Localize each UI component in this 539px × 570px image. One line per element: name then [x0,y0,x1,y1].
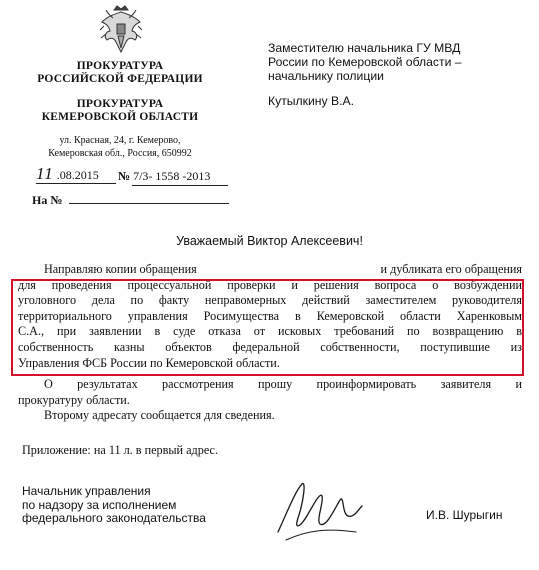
p1-line1-left: Направляю копии обращения [44,262,197,276]
attachment-note: Приложение: на 11 л. в первый адрес. [22,443,218,457]
signatory-title-line3: федерального законодательства [22,511,206,525]
reference-blank [69,193,229,204]
greeting: Уважаемый Виктор Алексеевич! [176,234,363,248]
highlight-box [11,279,524,376]
signatory-title-line2: по надзору за исполнением [22,497,177,512]
org-name-regional [8,98,232,124]
paragraph-1-first-line [18,262,522,278]
date-rest: .08.2015 [56,168,99,182]
org-regional-line2: КЕМЕРОВСКОЙ ОБЛАСТИ [41,111,199,123]
signatory-title [22,485,282,526]
sender-address-line1: ул. Красная, 24, г. Кемерово, [59,135,181,146]
p1-line-4: территориального управления Росимущества в Кемеровской области Харенковым [18,308,522,323]
signatory-title-line1: Начальник управления [22,484,151,498]
org-name-federal [8,60,232,86]
p1-line-6: собственность казны объектов федеральной собственности, поступившие из [18,339,522,354]
p1-line-7: Управления ФСБ России по Кемеровской области. [18,355,280,370]
reference-number [32,193,232,207]
document-number [118,169,228,183]
org-federal-line1: ПРОКУРАТУРА [76,60,164,72]
body-paragraph-3: Второму адресату сообщается для сведения. [44,408,275,422]
sender-address-line2: Кемеровская обл., Россия, 650992 [48,148,192,159]
date-day: 11 [36,164,54,183]
emblem-icon [98,4,144,56]
p1-line-5: С.А., при заявлении в суде отказа от исковых требований по возвращению в [18,324,522,339]
recipient-line3: начальнику полиции [268,69,384,83]
p2-line-1: О результатах рассмотрения прошу проинформировать заявителя и [44,377,522,391]
recipient-block [268,41,530,83]
number-mark: № [118,169,131,183]
body-paragraph-2 [18,377,522,408]
number-value: 7/3- 1558 -2013 [133,169,211,183]
org-federal-line2: РОССИЙСКОЙ ФЕДЕРАЦИИ [37,73,203,85]
signatory-name: И.В. Шурыгин [426,508,503,522]
recipient-line2: России по Кемеровской области – [268,55,462,69]
recipient-line1: Заместителю начальника ГУ МВД [268,41,461,55]
p1-line-2: для проведения процессуальной проверки и решения вопроса о возбуждении [18,277,522,292]
handwritten-signature-icon [268,470,368,550]
p2-line-2: прокуратуру области. [18,392,130,407]
p1-line1-right: и дубликата его обращения [380,262,522,276]
org-regional-line1: ПРОКУРАТУРА [76,98,164,110]
p1-line-3: уголовного дела по факту неправомерных действий заместителем руководителя [18,293,522,308]
recipient-name: Кутылкину В.А. [268,94,355,108]
document-date [36,164,126,183]
reference-label: На № [32,193,63,207]
